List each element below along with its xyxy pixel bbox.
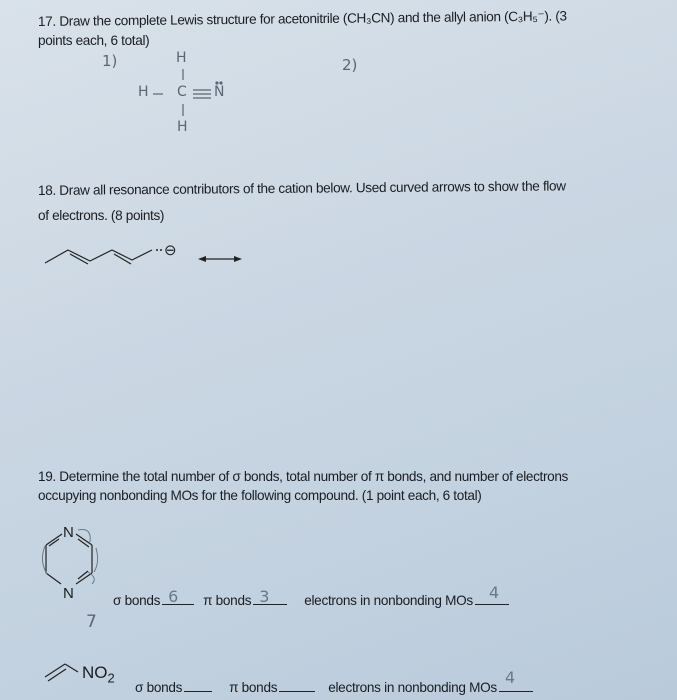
negative-charge-icon: ⊖ bbox=[164, 242, 177, 259]
nonbonding-electrons-answer: 4 bbox=[504, 668, 515, 687]
answer-label-part-1: 1) bbox=[102, 52, 118, 70]
lewis-atom-h-bottom: H bbox=[177, 119, 188, 135]
pi-bonds-answer: 3 bbox=[259, 587, 270, 606]
nonbonding-electrons-answer-field[interactable] bbox=[499, 668, 533, 692]
nonbonding-electrons-label: electrons in nonbonding MOs bbox=[328, 680, 497, 695]
question-18-line-2: of electrons. (8 points) bbox=[38, 208, 165, 223]
sigma-bonds-answer-field[interactable] bbox=[184, 677, 212, 692]
pyrazine-atom-n-top: N bbox=[63, 524, 74, 541]
nonbonding-electrons-label: electrons in nonbonding MOs bbox=[304, 593, 473, 608]
question-19-line-1: 19. Determine the total number of σ bonds, total number of π bonds, and number of electrons bbox=[38, 469, 568, 484]
pyrazine-atom-n-bottom: N bbox=[63, 585, 74, 602]
question-19-line-2: occupying nonbonding MOs for the following compound. (1 point each, 6 total) bbox=[38, 488, 482, 503]
sigma-bonds-label: σ bonds bbox=[135, 680, 183, 695]
sigma-bonds-answer: 6 bbox=[168, 587, 178, 606]
pi-bonds-label: π bonds bbox=[229, 680, 278, 695]
question-17-line-1: 17. Draw the complete Lewis structure for acetonitrile (CH₃CN) and the allyl anion (C₃H₅⁻). (3 bbox=[37, 8, 567, 29]
sigma-bonds-label: σ bonds bbox=[113, 593, 161, 608]
nonbonding-electrons-answer: 4 bbox=[488, 583, 499, 602]
lewis-atom-h-top: H bbox=[176, 50, 187, 66]
nitro-group-label: $NO_2$ bbox=[82, 663, 115, 686]
pi-bonds-answer-field[interactable] bbox=[253, 587, 287, 606]
compound-2-answers bbox=[135, 668, 536, 695]
question-18-line-1: 18. Draw all resonance contributors of the cation below. Used curved arrows to show the flow bbox=[37, 178, 566, 198]
answer-label-part-2: 2) bbox=[342, 56, 358, 74]
resonance-arrow-left-head bbox=[198, 256, 206, 262]
vinyl-group bbox=[0, 0, 1, 1]
pi-bonds-label: π bonds bbox=[203, 593, 252, 608]
lewis-atom-h-left: H bbox=[138, 84, 149, 100]
question-17-line-2: points each, 6 total) bbox=[38, 33, 150, 48]
lewis-atom-nitrogen: N bbox=[214, 84, 225, 100]
sigma-bonds-answer-field[interactable] bbox=[162, 587, 194, 606]
nonbonding-electrons-answer-field[interactable] bbox=[475, 583, 509, 605]
lewis-atom-carbon: C bbox=[177, 84, 187, 100]
compound-1-answers bbox=[113, 583, 512, 608]
pi-bonds-answer-field[interactable] bbox=[279, 677, 315, 692]
margin-handwritten-mark: 7 bbox=[86, 612, 97, 632]
resonance-arrow-right-head bbox=[234, 256, 242, 262]
